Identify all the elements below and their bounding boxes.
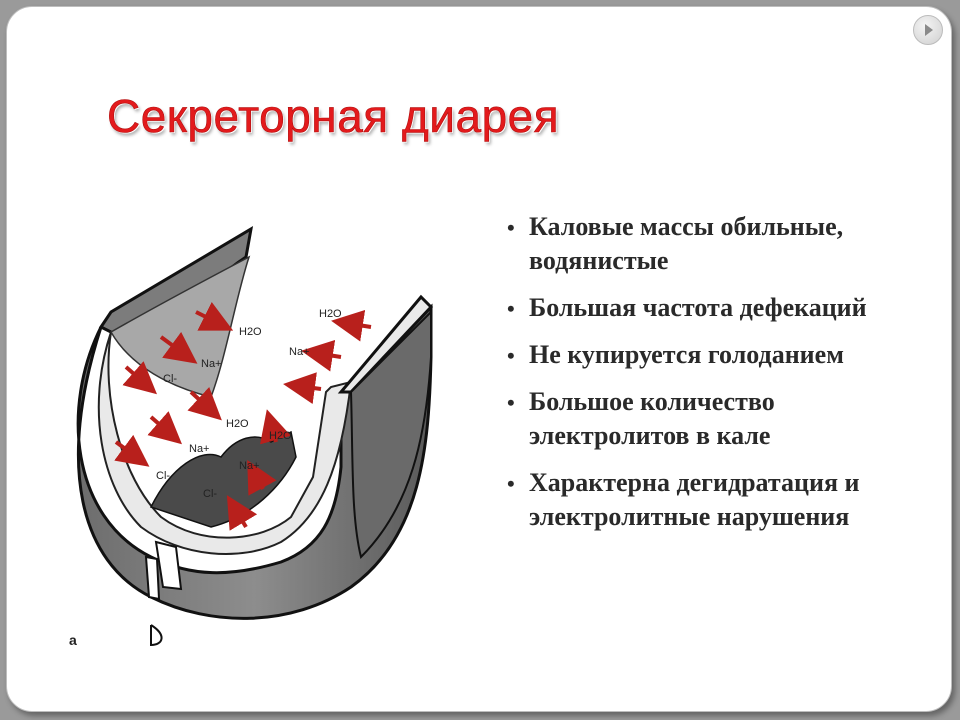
bullet-item: [503, 466, 933, 534]
bullet-dot-icon: •: [507, 296, 515, 321]
label-na: Na+: [201, 358, 222, 370]
label-na: Na+: [189, 443, 210, 455]
label-h2o: H2O: [226, 418, 249, 430]
label-cl: Cl-: [156, 470, 171, 482]
bullet-text: Большое количество электролитов в кале: [529, 387, 775, 450]
bullet-dot-icon: •: [507, 343, 515, 368]
label-na: Na+: [289, 346, 310, 358]
label-h2o: H2O: [319, 308, 342, 320]
panel-letter: a: [69, 632, 77, 648]
slide: [6, 6, 952, 712]
bullet-dot-icon: •: [507, 390, 515, 415]
bullet-text: Большая частота дефекаций: [529, 293, 867, 322]
bullet-item: [503, 291, 933, 325]
bullet-dot-icon: •: [507, 471, 515, 496]
label-cl: Cl-: [163, 373, 178, 385]
slide-title: Секреторная диарея: [107, 90, 560, 142]
intestine-secretion-diagram: [51, 217, 451, 657]
label-h2o: H2O: [239, 326, 262, 338]
label-cl: Cl-: [203, 488, 218, 500]
label-na: Na+: [239, 460, 260, 472]
bullet-dot-icon: •: [507, 215, 515, 240]
bullet-list: [503, 210, 933, 547]
bullet-text: Каловые массы обильные, водянистые: [529, 212, 844, 275]
next-slide-arrow-icon[interactable]: [913, 15, 943, 45]
bullet-text: Характерна дегидратация и электролитные нарушения: [529, 468, 860, 531]
bullet-item: [503, 338, 933, 372]
bullet-item: [503, 210, 933, 278]
label-h2o: H2O: [269, 430, 292, 442]
bullet-text: Не купируется голоданием: [529, 340, 844, 369]
bullet-item: [503, 385, 933, 453]
